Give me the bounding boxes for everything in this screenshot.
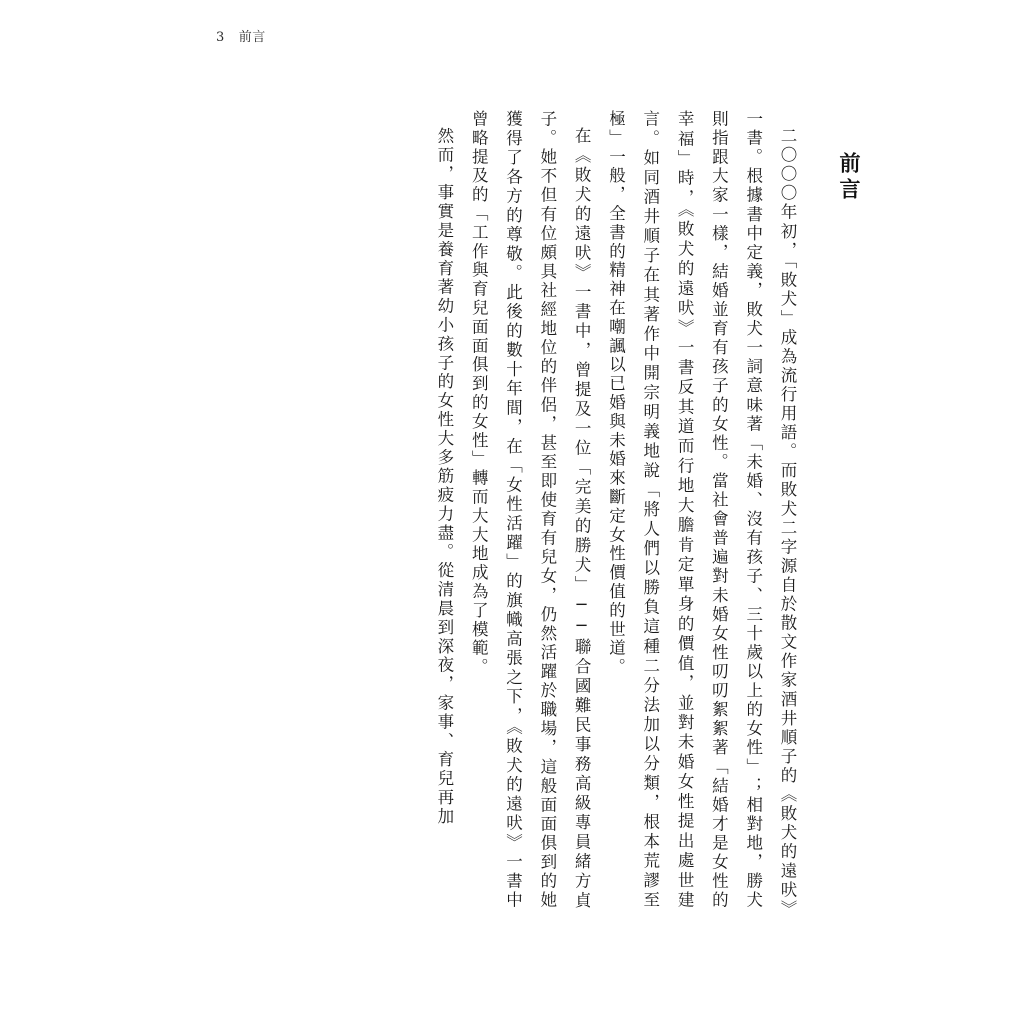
running-head-title: 前言 (238, 30, 266, 45)
running-head (216, 26, 266, 45)
vertical-text-column (104, 110, 804, 910)
paragraph: 在《敗犬的遠吠》一書中，曾提及一位「完美的勝犬」──聯合國難民事務高級專員緒方貞子。她不但有位頗具社經地位的伴侶，甚至即使育有兒女，仍然活躍於職場，這般面面俱到的她獲得了各方的尊敬。此後的數十年間，在「女性活躍」的旗幟高張之下，《敗犬的遠吠》一書中曾略提及的「工作與育兒面面俱到的女性」轉而大大地成為了模範。 (469, 110, 592, 910)
paragraph: 二〇〇〇年初，「敗犬」成為流行用語。而敗犬二字源自於散文作家酒井順子的《敗犬的遠吠》一書。根據書中定義，敗犬一詞意味著「未婚、沒有孩子、三十歲以上的女性」；相對地，勝犬則指跟大家一樣，結婚並育有孩子的女性。當社會普遍對未婚女性叨叨絮絮著「結婚才是女性的幸福」時，《敗犬的遠吠》一書反其道而行地大膽肯定單身的價值，並對未婚女性提出處世建言。如同酒井順子在其著作中開宗明義地說「將人們以勝負這種二分法加以分類，根本荒謬至極」一般，全書的精神在嘲諷以已婚與未婚來斷定女性價值的世道。 (606, 110, 797, 910)
paragraph: 然而，事實是養育著幼小孩子的女性大多筋疲力盡。從清晨到深夜，家事、育兒再加 (434, 126, 454, 826)
chapter-title: 前言 (837, 152, 862, 204)
page-number: 3 (216, 30, 225, 45)
body-text-area (304, 110, 864, 910)
